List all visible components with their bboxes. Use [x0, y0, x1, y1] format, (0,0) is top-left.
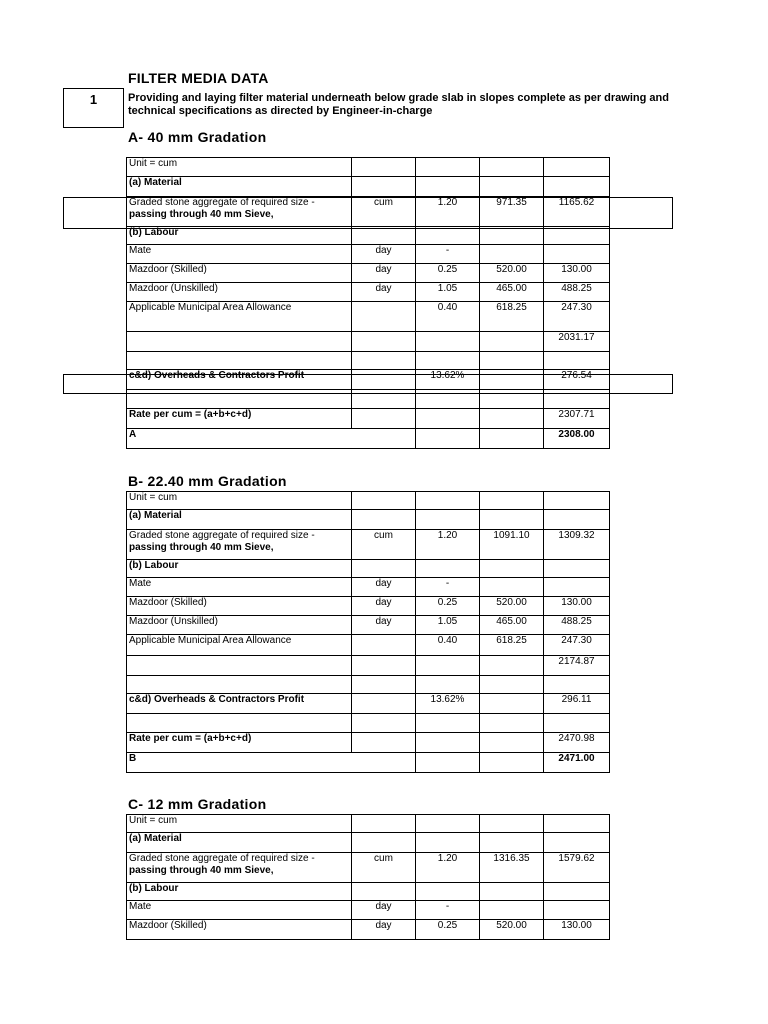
labour-rate: [480, 578, 544, 597]
overheads-label: c&d) Overheads & Contractors Profit: [127, 694, 352, 714]
labour-name: Mate: [127, 578, 352, 597]
section-b-table: [126, 491, 610, 773]
page-title: FILTER MEDIA DATA: [128, 70, 269, 86]
table-row: [127, 197, 610, 227]
labour-amount: 488.25: [544, 283, 610, 302]
rate-value: 2470.98: [544, 733, 610, 753]
labour-rate: 465.00: [480, 283, 544, 302]
table-row: [127, 853, 610, 883]
labour-unit: day: [352, 245, 416, 264]
labour-unit: day: [352, 283, 416, 302]
labour-unit: day: [352, 578, 416, 597]
material-qty: 1.20: [416, 197, 480, 227]
section-a-heading: A- 40 mm Gradation: [128, 129, 267, 145]
labour-qty: 0.25: [416, 264, 480, 283]
material-rate: 1091.10: [480, 530, 544, 560]
labour-rate: [480, 901, 544, 920]
final-rate: 2308.00: [544, 429, 610, 449]
table-row: [127, 352, 610, 370]
material-unit: cum: [352, 197, 416, 227]
labour-rate: 520.00: [480, 920, 544, 940]
section-c-heading: C- 12 mm Gradation: [128, 796, 267, 812]
labour-name: Mazdoor (Unskilled): [127, 283, 352, 302]
labour-amount: 247.30: [544, 635, 610, 656]
table-row: [127, 753, 610, 773]
final-letter: B: [127, 753, 416, 773]
labour-unit: day: [352, 597, 416, 616]
table-row: [127, 833, 610, 853]
labour-unit: day: [352, 264, 416, 283]
table-row: [127, 245, 610, 264]
item-number: 1: [89, 92, 98, 107]
material-heading: (a) Material: [127, 833, 352, 853]
table-row: [127, 283, 610, 302]
rate-label: Rate per cum = (a+b+c+d): [127, 733, 352, 753]
labour-qty: 0.25: [416, 920, 480, 940]
labour-unit: day: [352, 616, 416, 635]
table-row: [127, 332, 610, 352]
material-heading: (a) Material: [127, 510, 352, 530]
labour-name: Applicable Municipal Area Allowance: [127, 635, 352, 656]
table-row: [127, 920, 610, 940]
table-row: [127, 409, 610, 429]
table-row: [127, 883, 610, 901]
table-row: [127, 656, 610, 676]
material-description: [127, 530, 352, 560]
material-desc-line2: passing through 40 mm Sieve,: [129, 542, 274, 553]
overheads-pct: 13.62%: [416, 370, 480, 390]
overheads-amount: 276.54: [544, 370, 610, 390]
overheads-amount: 296.11: [544, 694, 610, 714]
subtotal: 2031.17: [544, 332, 610, 352]
material-desc-line2: passing through 40 mm Sieve,: [129, 865, 274, 876]
material-rate: 1316.35: [480, 853, 544, 883]
labour-amount: 130.00: [544, 597, 610, 616]
material-desc-line1: Graded stone aggregate of required size -: [129, 197, 315, 208]
labour-heading: (b) Labour: [127, 883, 352, 901]
labour-qty: 1.05: [416, 283, 480, 302]
labour-amount: 247.30: [544, 302, 610, 332]
table-row: [127, 635, 610, 656]
material-description: [127, 197, 352, 227]
material-qty: 1.20: [416, 530, 480, 560]
labour-heading: (b) Labour: [127, 560, 352, 578]
labour-name: Mate: [127, 901, 352, 920]
table-row: [127, 510, 610, 530]
material-amount: 1165.62: [544, 197, 610, 227]
material-heading: (a) Material: [127, 177, 352, 197]
labour-unit: [352, 302, 416, 332]
rate-value: 2307.71: [544, 409, 610, 429]
material-unit: cum: [352, 853, 416, 883]
material-amount: 1309.32: [544, 530, 610, 560]
table-row: [127, 714, 610, 733]
section-a-table: [126, 157, 610, 449]
labour-rate: [480, 245, 544, 264]
labour-heading: (b) Labour: [127, 227, 352, 245]
table-row: [127, 370, 610, 390]
table-row: [127, 158, 610, 177]
subtotal: 2174.87: [544, 656, 610, 676]
material-amount: 1579.62: [544, 853, 610, 883]
labour-name: Mazdoor (Unskilled): [127, 616, 352, 635]
table-row: [127, 901, 610, 920]
labour-amount: 130.00: [544, 920, 610, 940]
labour-rate: 520.00: [480, 264, 544, 283]
labour-qty: 1.05: [416, 616, 480, 635]
labour-unit: day: [352, 920, 416, 940]
table-row: [127, 390, 610, 409]
labour-qty: 0.40: [416, 302, 480, 332]
table-row: [127, 815, 610, 833]
table-row: [127, 616, 610, 635]
labour-qty: -: [416, 245, 480, 264]
table-row: [127, 177, 610, 197]
rate-label: Rate per cum = (a+b+c+d): [127, 409, 352, 429]
final-letter: A: [127, 429, 416, 449]
labour-qty: 0.40: [416, 635, 480, 656]
labour-name: Applicable Municipal Area Allowance: [127, 302, 352, 332]
table-row: [127, 227, 610, 245]
material-rate: 971.35: [480, 197, 544, 227]
table-row: [127, 694, 610, 714]
material-desc-line1: Graded stone aggregate of required size -: [129, 530, 315, 541]
unit-label: Unit = cum: [127, 158, 352, 177]
labour-name: Mazdoor (Skilled): [127, 264, 352, 283]
labour-unit: day: [352, 901, 416, 920]
table-row: [127, 597, 610, 616]
unit-label: Unit = cum: [127, 815, 352, 833]
overheads-label: c&d) Overheads & Contractors Profit: [127, 370, 352, 390]
table-row: [127, 429, 610, 449]
labour-rate: 618.25: [480, 635, 544, 656]
table-row: [127, 492, 610, 510]
table-row: [127, 676, 610, 694]
labour-amount: 488.25: [544, 616, 610, 635]
labour-name: Mazdoor (Skilled): [127, 920, 352, 940]
item-description: Providing and laying filter material underneath below grade slab in slopes complete as per drawing and technical specifications as directed by Engineer-in-charge: [128, 92, 669, 117]
labour-rate: 618.25: [480, 302, 544, 332]
table-row: [127, 578, 610, 597]
unit-label: Unit = cum: [127, 492, 352, 510]
section-c-table: [126, 814, 610, 940]
labour-qty: -: [416, 901, 480, 920]
labour-amount: [544, 245, 610, 264]
table-row: [127, 560, 610, 578]
final-rate: 2471.00: [544, 753, 610, 773]
material-desc-line1: Graded stone aggregate of required size -: [129, 853, 315, 864]
labour-amount: 130.00: [544, 264, 610, 283]
labour-rate: 465.00: [480, 616, 544, 635]
material-qty: 1.20: [416, 853, 480, 883]
labour-qty: 0.25: [416, 597, 480, 616]
table-row: [127, 302, 610, 332]
labour-amount: [544, 578, 610, 597]
table-row: [127, 530, 610, 560]
material-unit: cum: [352, 530, 416, 560]
material-description: [127, 853, 352, 883]
labour-rate: 520.00: [480, 597, 544, 616]
material-desc-line2: passing through 40 mm Sieve,: [129, 209, 274, 220]
labour-amount: [544, 901, 610, 920]
labour-name: Mate: [127, 245, 352, 264]
labour-unit: [352, 635, 416, 656]
section-b-heading: B- 22.40 mm Gradation: [128, 473, 287, 489]
table-row: [127, 733, 610, 753]
labour-qty: -: [416, 578, 480, 597]
labour-name: Mazdoor (Skilled): [127, 597, 352, 616]
table-row: [127, 264, 610, 283]
overheads-pct: 13.62%: [416, 694, 480, 714]
